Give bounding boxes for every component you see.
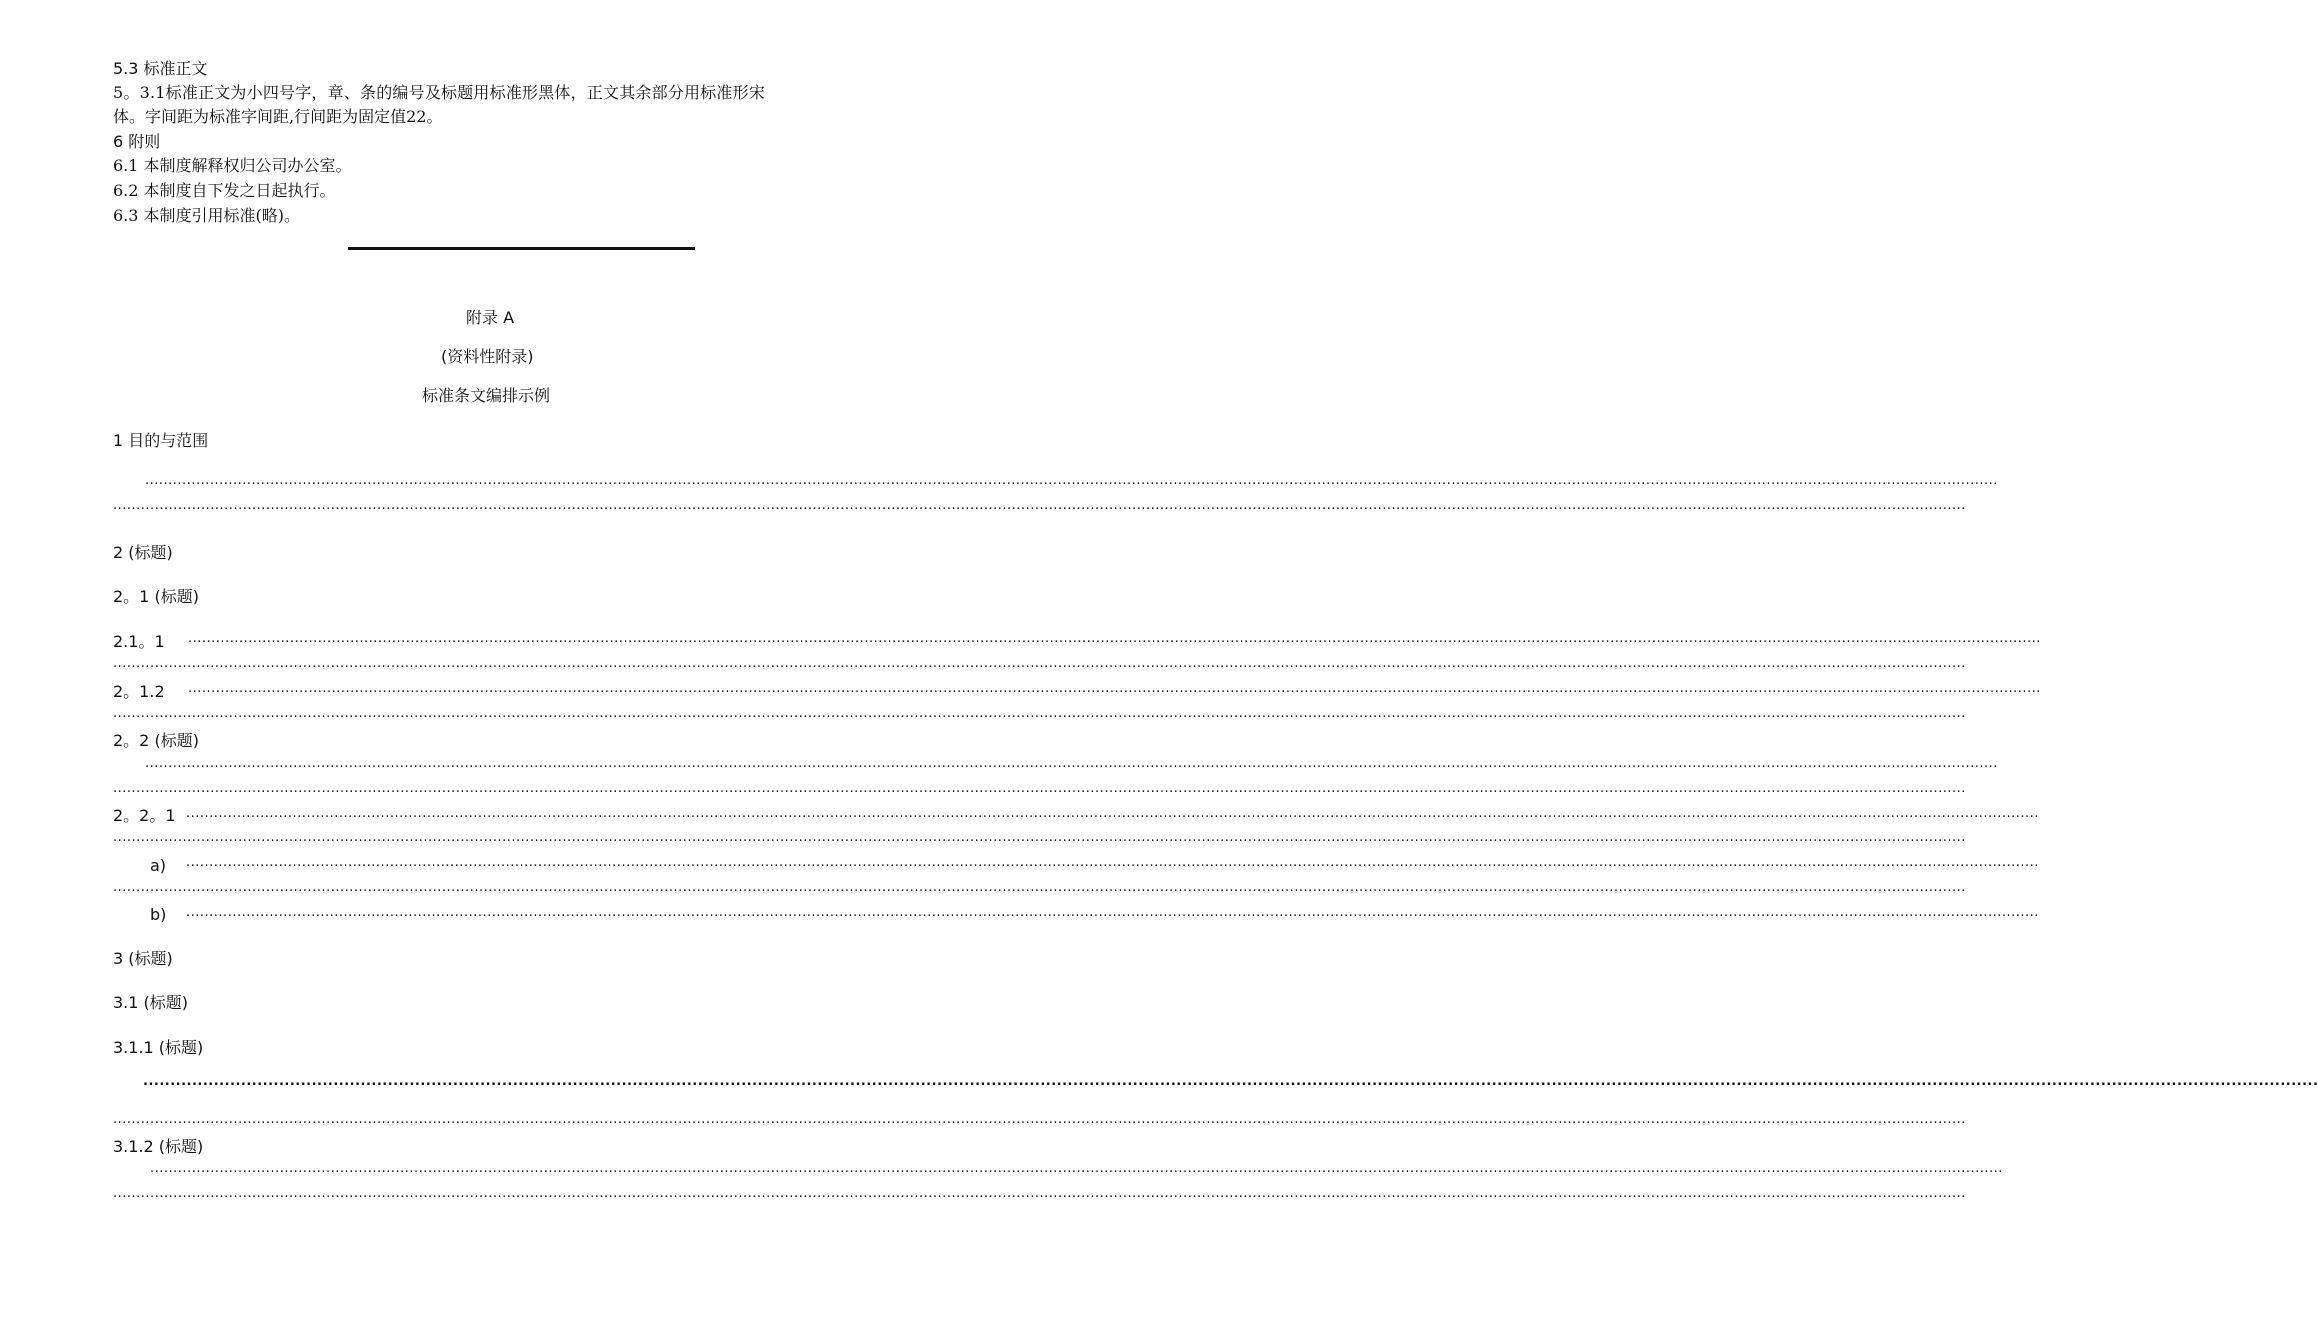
end-separator-line xyxy=(348,247,695,250)
appendix-title: 附录 A xyxy=(466,308,515,327)
dotted-line: ................................................................................................................................................................................................................................................................................................................................................................................................................ xyxy=(143,1074,2318,1089)
item-b-label: b) xyxy=(150,905,167,924)
dotted-line: ................................................................................................................................................................................................................................................................................................................................................................................................................ xyxy=(113,706,1966,721)
appendix-name: 标准条文编排示例 xyxy=(422,386,551,405)
dotted-line: ................................................................................................................................................................................................................................................................................................................................................................................................................ xyxy=(188,631,2041,646)
section-6-2: 6.2 本制度自下发之日起执行。 xyxy=(113,181,336,200)
dotted-line: ................................................................................................................................................................................................................................................................................................................................................................................................................ xyxy=(186,855,2039,870)
section-5-3-1-line-1: 5。3.1标准正文为小四号字，章、条的编号及标题用标准形黑体，正文其余部分用标准形宋 xyxy=(113,83,766,102)
section-6-1: 6.1 本制度解释权归公司办公室。 xyxy=(113,156,352,175)
dotted-line: ................................................................................................................................................................................................................................................................................................................................................................................................................ xyxy=(113,781,1966,796)
dotted-line: ................................................................................................................................................................................................................................................................................................................................................................................................................ xyxy=(186,905,2039,920)
section-5-3-heading: 5.3 标准正文 xyxy=(113,59,208,78)
dotted-line: ................................................................................................................................................................................................................................................................................................................................................................................................................ xyxy=(113,1112,1966,1127)
outline-2-2-heading: 2。2 (标题) xyxy=(113,731,199,750)
dotted-line: ................................................................................................................................................................................................................................................................................................................................................................................................................ xyxy=(113,498,1966,513)
dotted-line: ................................................................................................................................................................................................................................................................................................................................................................................................................ xyxy=(145,473,1998,488)
outline-2-heading: 2 (标题) xyxy=(113,543,173,562)
outline-2-1-2-label: 2。1.2 xyxy=(113,682,165,701)
dotted-line: ................................................................................................................................................................................................................................................................................................................................................................................................................ xyxy=(150,1161,2003,1176)
dotted-line: ................................................................................................................................................................................................................................................................................................................................................................................................................ xyxy=(188,681,2041,696)
section-6-heading: 6 附则 xyxy=(113,132,161,151)
item-a-label: a) xyxy=(150,856,167,875)
appendix-subtitle: (资料性附录) xyxy=(441,347,534,366)
dotted-line: ................................................................................................................................................................................................................................................................................................................................................................................................................ xyxy=(113,880,1966,895)
dotted-line: ................................................................................................................................................................................................................................................................................................................................................................................................................ xyxy=(186,806,2039,821)
outline-2-1-heading: 2。1 (标题) xyxy=(113,587,199,606)
outline-3-1-1-heading: 3.1.1 (标题) xyxy=(113,1038,204,1057)
outline-3-heading: 3 (标题) xyxy=(113,949,173,968)
dotted-line: ................................................................................................................................................................................................................................................................................................................................................................................................................ xyxy=(113,656,1966,671)
section-6-3: 6.3 本制度引用标准(略)。 xyxy=(113,206,301,225)
section-5-3-1-line-2: 体。字间距为标准字间距,行间距为固定值22。 xyxy=(113,107,443,126)
dotted-line: ................................................................................................................................................................................................................................................................................................................................................................................................................ xyxy=(113,1186,1966,1201)
outline-1-heading: 1 目的与范围 xyxy=(113,431,209,450)
dotted-line: ................................................................................................................................................................................................................................................................................................................................................................................................................ xyxy=(145,756,1998,771)
outline-2-2-1-label: 2。2。1 xyxy=(113,806,176,825)
dotted-line: ................................................................................................................................................................................................................................................................................................................................................................................................................ xyxy=(113,830,1966,845)
outline-2-1-1-label: 2.1。1 xyxy=(113,632,165,651)
outline-3-1-heading: 3.1 (标题) xyxy=(113,993,189,1012)
outline-3-1-2-heading: 3.1.2 (标题) xyxy=(113,1137,204,1156)
